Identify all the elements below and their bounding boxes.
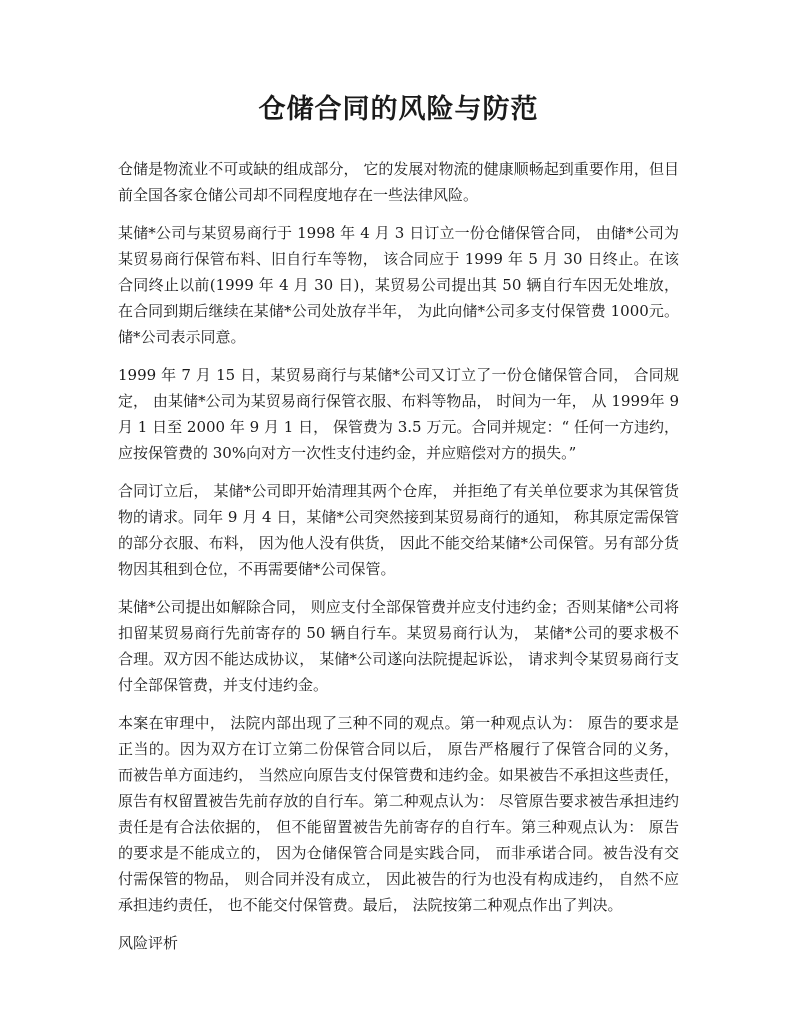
paragraph-intro: 仓储是物流业不可或缺的组成部分， 它的发展对物流的健康顺畅起到重要作用，但目前全国各家仓储公司却不同程度地存在一些法律风险。 xyxy=(118,160,679,204)
section-heading-risk-analysis: 风险评析 xyxy=(118,934,179,952)
paragraph-dispute: 某储*公司提出如解除合同， 则应支付全部保管费并应支付违约金；否则某储*公司将扣留某贸易商行先前寄存的 50 辆自行车。某贸易商行认为， 某储*公司的要求极不合理。双方因不能达成协议， 某储*公司遂向法院提起诉讼， 请求判令某贸易商行支付全部保管费，并支付违约金。 xyxy=(118,598,679,694)
document-title: 仓储合同的风险与防范 xyxy=(258,94,539,125)
paragraph-court-opinions: 本案在审理中， 法院内部出现了三种不同的观点。第一种观点认为： 原告的要求是正当的。因为双方在订立第二份保管合同以后， 原告严格履行了保管合同的义务， 而被告单方面违约， 当然应向原告支付保管费和违约金。如果被告不承担这些责任， 原告有权留置被告先前存放的自行车。第二种观点认为： 尽管原告要求被告承担违约责任是有合法依据的， 但不能留置被告先前寄存的自行车。第三种观点认为： 原告的要求是不能成立的， 因为仓储保管合同是实践合同， 而非承诺合同。被告没有交付需保管的物品， 则合同并没有成立， 因此被告的行为也没有构成违约， 自然不应承担违约责任， 也不能交付保管费。最后， 法院按第二种观点作出了判决。 xyxy=(118,714,679,914)
paragraph-breach-notice: 合同订立后， 某储*公司即开始清理其两个仓库， 并拒绝了有关单位要求为其保管货物的请求。同年 9 月 4 日，某储*公司突然接到某贸易商行的通知， 称其原定需保管的部分衣服、布料， 因为他人没有供货， 因此不能交给某储*公司保管。另有部分货物因其租到仓位，不再需要储*公司保管。 xyxy=(118,482,679,578)
paragraph-second-contract: 1999 年 7 月 15 日，某贸易商行与某储*公司又订立了一份仓储保管合同， 合同规定， 由某储*公司为某贸易商行保管衣服、布料等物品， 时间为一年， 从 1999年 9 月 1 日至 2000 年 9 月 1 日， 保管费为 3.5 万元。合同并规定：“ 任何一方违约， 应按保管费的 30%向对方一次性支付违约金，并应赔偿对方的损失。” xyxy=(118,366,679,462)
paragraph-first-contract: 某储*公司与某贸易商行于 1998 年 4 月 3 日订立一份仓储保管合同， 由储*公司为某贸易商行保管布料、旧自行车等物， 该合同应于 1999 年 5 月 30 日终止。在该合同终止以前(1999 年 4 月 30 日)，某贸易公司提出其 50 辆自行车因无处堆放，在合同到期后继续在某储*公司处放存半年， 为此向储*公司多支付保管费 1000元。储*公司表示同意。 xyxy=(118,224,679,346)
